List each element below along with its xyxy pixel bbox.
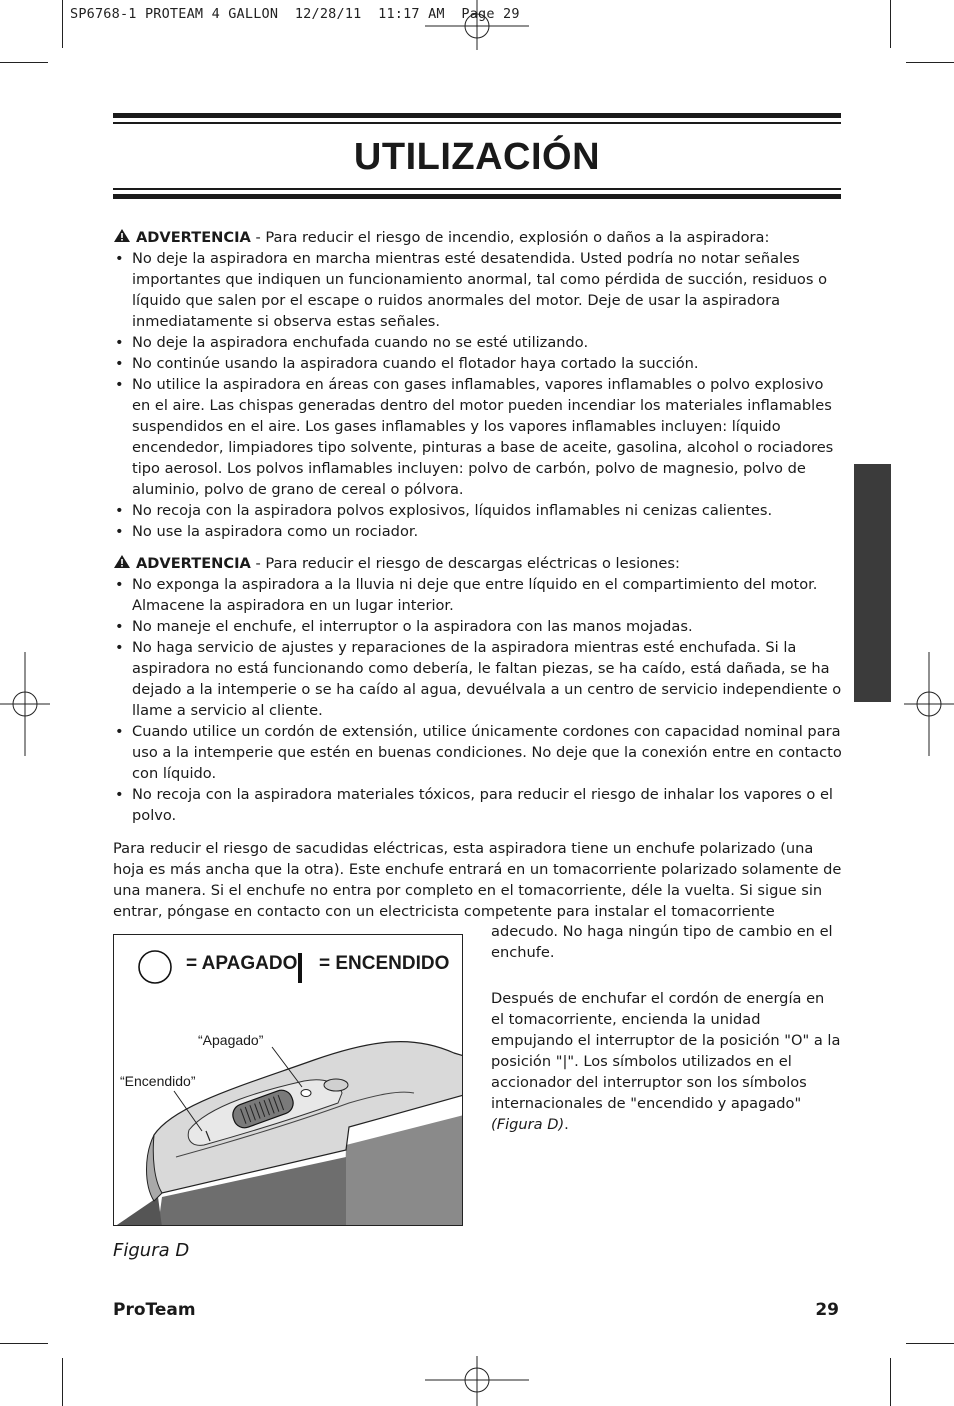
list-item: • No haga servicio de ajustes y reparaciones de la aspiradora mientras esté enchufada. Si la aspiradora no está funcionando como debería, le faltan piezas, se ha caído, está dañada, se ha dejado a la intemperie o se ha caído al agua, devuélvala a un centro de servicio independiente o llame a servicio al cliente.	[113, 637, 843, 721]
footer-brand: ProTeam	[113, 1300, 196, 1320]
list-item: • No recoja con la aspiradora polvos explosivos, líquidos inflamables ni cenizas calientes.	[113, 500, 843, 521]
callout-off: “Apagado”	[198, 1032, 264, 1048]
legend-on: = ENCENDIDO	[319, 953, 450, 974]
title-rule-top-thin	[113, 122, 841, 124]
warning-list-shock	[113, 574, 843, 826]
list-item: • No deje la aspiradora en marcha mientras esté desatendida. Usted podría no notar señales importantes que indiquen un funcionamiento anormal, tal como pérdida de succión, residuos o líquido que salen por el escape o ruidos anormales del motor. Deje de usar la aspiradora inmediatamente si observa estas señales.	[113, 248, 843, 332]
section-tab	[854, 464, 891, 702]
polarized-plug-paragraph: Para reducir el riesgo de sacudidas eléctricas, esta aspiradora tiene un enchufe polarizado (una hoja es más ancha que la otra). Este enchufe entrará en un tomacorriente polarizado solamente de una manera. Si el enchufe no entra por completo en el tomacorriente, déle la vuelta. Si sigue sin entrar, póngase en contacto con un electricista competente para instalar el tomacorriente	[113, 840, 842, 920]
list-item: • No recoja con la aspiradora materiales tóxicos, para reducir el riesgo de inhalar los vapores o el polvo.	[113, 784, 843, 826]
warning-text: - Para reducir el riesgo de incendio, explosión o daños a la aspiradora:	[250, 229, 770, 246]
title-rule-bottom	[113, 194, 841, 199]
warning-triangle-icon	[113, 228, 131, 243]
figure-caption: Figura D	[113, 1240, 190, 1261]
callout-on: “Encendido”	[120, 1073, 196, 1089]
registration-mark-left	[0, 652, 50, 756]
warning-list-fire	[113, 248, 843, 542]
figure-d	[113, 934, 463, 1226]
list-item: • No use la aspiradora como un rociador.	[113, 521, 843, 542]
list-item: • No exponga la aspiradora a la lluvia ni deje que entre líquido en el compartimiento del motor. Almacene la aspiradora en un lugar interior.	[113, 574, 843, 616]
registration-mark-right	[904, 652, 954, 756]
switch-text-end: .	[564, 1116, 569, 1133]
title-rule-top	[113, 113, 841, 118]
list-item: • Cuando utilice un cordón de extensión, utilice únicamente cordones con capacidad nominal para uso a la intemperie que estén en buenas condiciones. No deje que la conexión entre en contacto con líquido.	[113, 721, 843, 784]
page-number: 29	[815, 1300, 839, 1320]
printer-slug: SP6768-1 PROTEAM 4 GALLON 12/28/11 11:17 AM Page 29	[70, 6, 520, 22]
switch-text: Después de enchufar el cordón de energía en el tomacorriente, encienda la unidad empujando el interruptor de la posición "O" a la posición "|". Los símbolos utilizados en el accionador del interruptor son los símbolos internacionales de "encendido y apagado"	[491, 990, 841, 1112]
title-rule-bottom-thin	[113, 188, 841, 190]
warning-label: ADVERTENCIA	[136, 555, 251, 572]
list-item: • No deje la aspiradora enchufada cuando no se esté utilizando.	[113, 332, 843, 353]
legend-off: = APAGADO	[186, 953, 298, 974]
registration-mark-bottom	[425, 1356, 529, 1406]
list-item: • No continúe usando la aspiradora cuando el flotador haya cortado la succión.	[113, 353, 843, 374]
list-item: • No maneje el enchufe, el interruptor o la aspiradora con las manos mojadas.	[113, 616, 843, 637]
warning-heading-fire	[113, 227, 843, 248]
polarized-plug-paragraph-continued: adecudo. No haga ningún tipo de cambio en el enchufe.	[491, 923, 833, 961]
warning-heading-shock	[113, 553, 843, 574]
registration-mark-top	[425, 0, 529, 50]
warning-text: - Para reducir el riesgo de descargas eléctricas o lesiones:	[250, 555, 680, 572]
warning-triangle-icon	[113, 554, 131, 569]
page-title: UTILIZACIÓN	[353, 136, 601, 178]
warning-label: ADVERTENCIA	[136, 229, 251, 246]
list-item: • No utilice la aspiradora en áreas con gases inflamables, vapores inflamables o polvo explosivo en el aire. Las chispas generadas dentro del motor pueden incendiar los materiales inflamables suspendidos en el aire. Los gases inflamables y los vapores inflamables incluyen: líquido encendedor, limpiadores tipo solvente, pinturas a base de aceite, gasolina, alcohol o rociadores tipo aerosol. Los polvos inflamables incluyen: polvo de carbón, polvo de magnesio, polvo de aluminio, polvo de grano de cereal o pólvora.	[113, 374, 843, 500]
switch-paragraph	[491, 988, 841, 1135]
figure-reference: (Figura D)	[491, 1116, 565, 1133]
